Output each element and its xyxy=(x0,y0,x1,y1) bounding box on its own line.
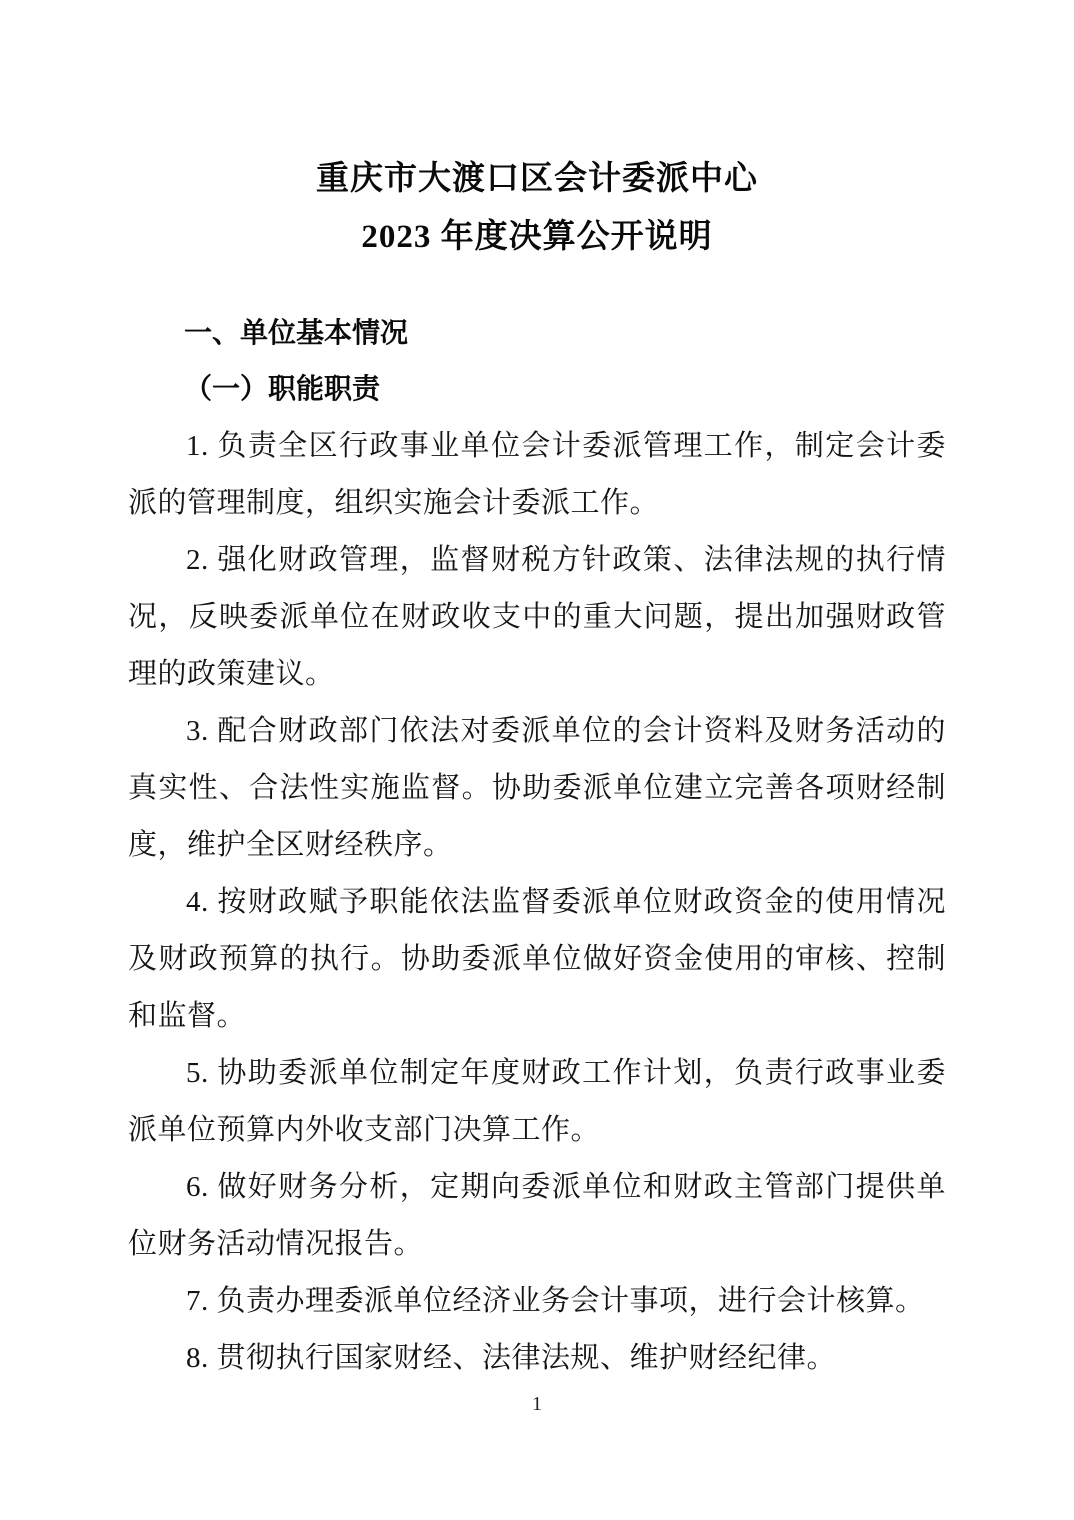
document-title xyxy=(128,150,946,266)
document-title-line1: 重庆市大渡口区会计委派中心 xyxy=(316,161,758,197)
document-body xyxy=(128,304,946,1387)
subsection-heading-duties: （一）职能职责 xyxy=(184,374,381,405)
paragraph-6: 6. 做好财务分析，定期向委派单位和财政主管部门提供单位财务活动情况报告。 xyxy=(128,1171,946,1260)
paragraph-3: 3. 配合财政部门依法对委派单位的会计资料及财务活动的真实性、合法性实施监督。协助委派单位建立完善各项财经制度，维护全区财经秩序。 xyxy=(128,715,946,861)
paragraph-8: 8. 贯彻执行国家财经、法律法规、维护财经纪律。 xyxy=(186,1342,837,1374)
paragraph-5: 5. 协助委派单位制定年度财政工作计划，负责行政事业委派单位预算内外收支部门决算工作。 xyxy=(128,1057,946,1146)
paragraph-1: 1. 负责全区行政事业单位会计委派管理工作，制定会计委派的管理制度，组织实施会计委派工作。 xyxy=(128,430,946,519)
page-number: 1 xyxy=(532,1393,542,1415)
paragraph-7: 7. 负责办理委派单位经济业务会计事项，进行会计核算。 xyxy=(186,1285,925,1317)
paragraph-4: 4. 按财政赋予职能依法监督委派单位财政资金的使用情况及财政预算的执行。协助委派单位做好资金使用的审核、控制和监督。 xyxy=(128,886,946,1032)
paragraph-2: 2. 强化财政管理，监督财税方针政策、法律法规的执行情况，反映委派单位在财政收支中的重大问题，提出加强财政管理的政策建议。 xyxy=(128,544,946,690)
document-title-line2: 2023 年度决算公开说明 xyxy=(361,219,713,255)
section-heading-basic-info: 一、单位基本情况 xyxy=(184,317,409,348)
